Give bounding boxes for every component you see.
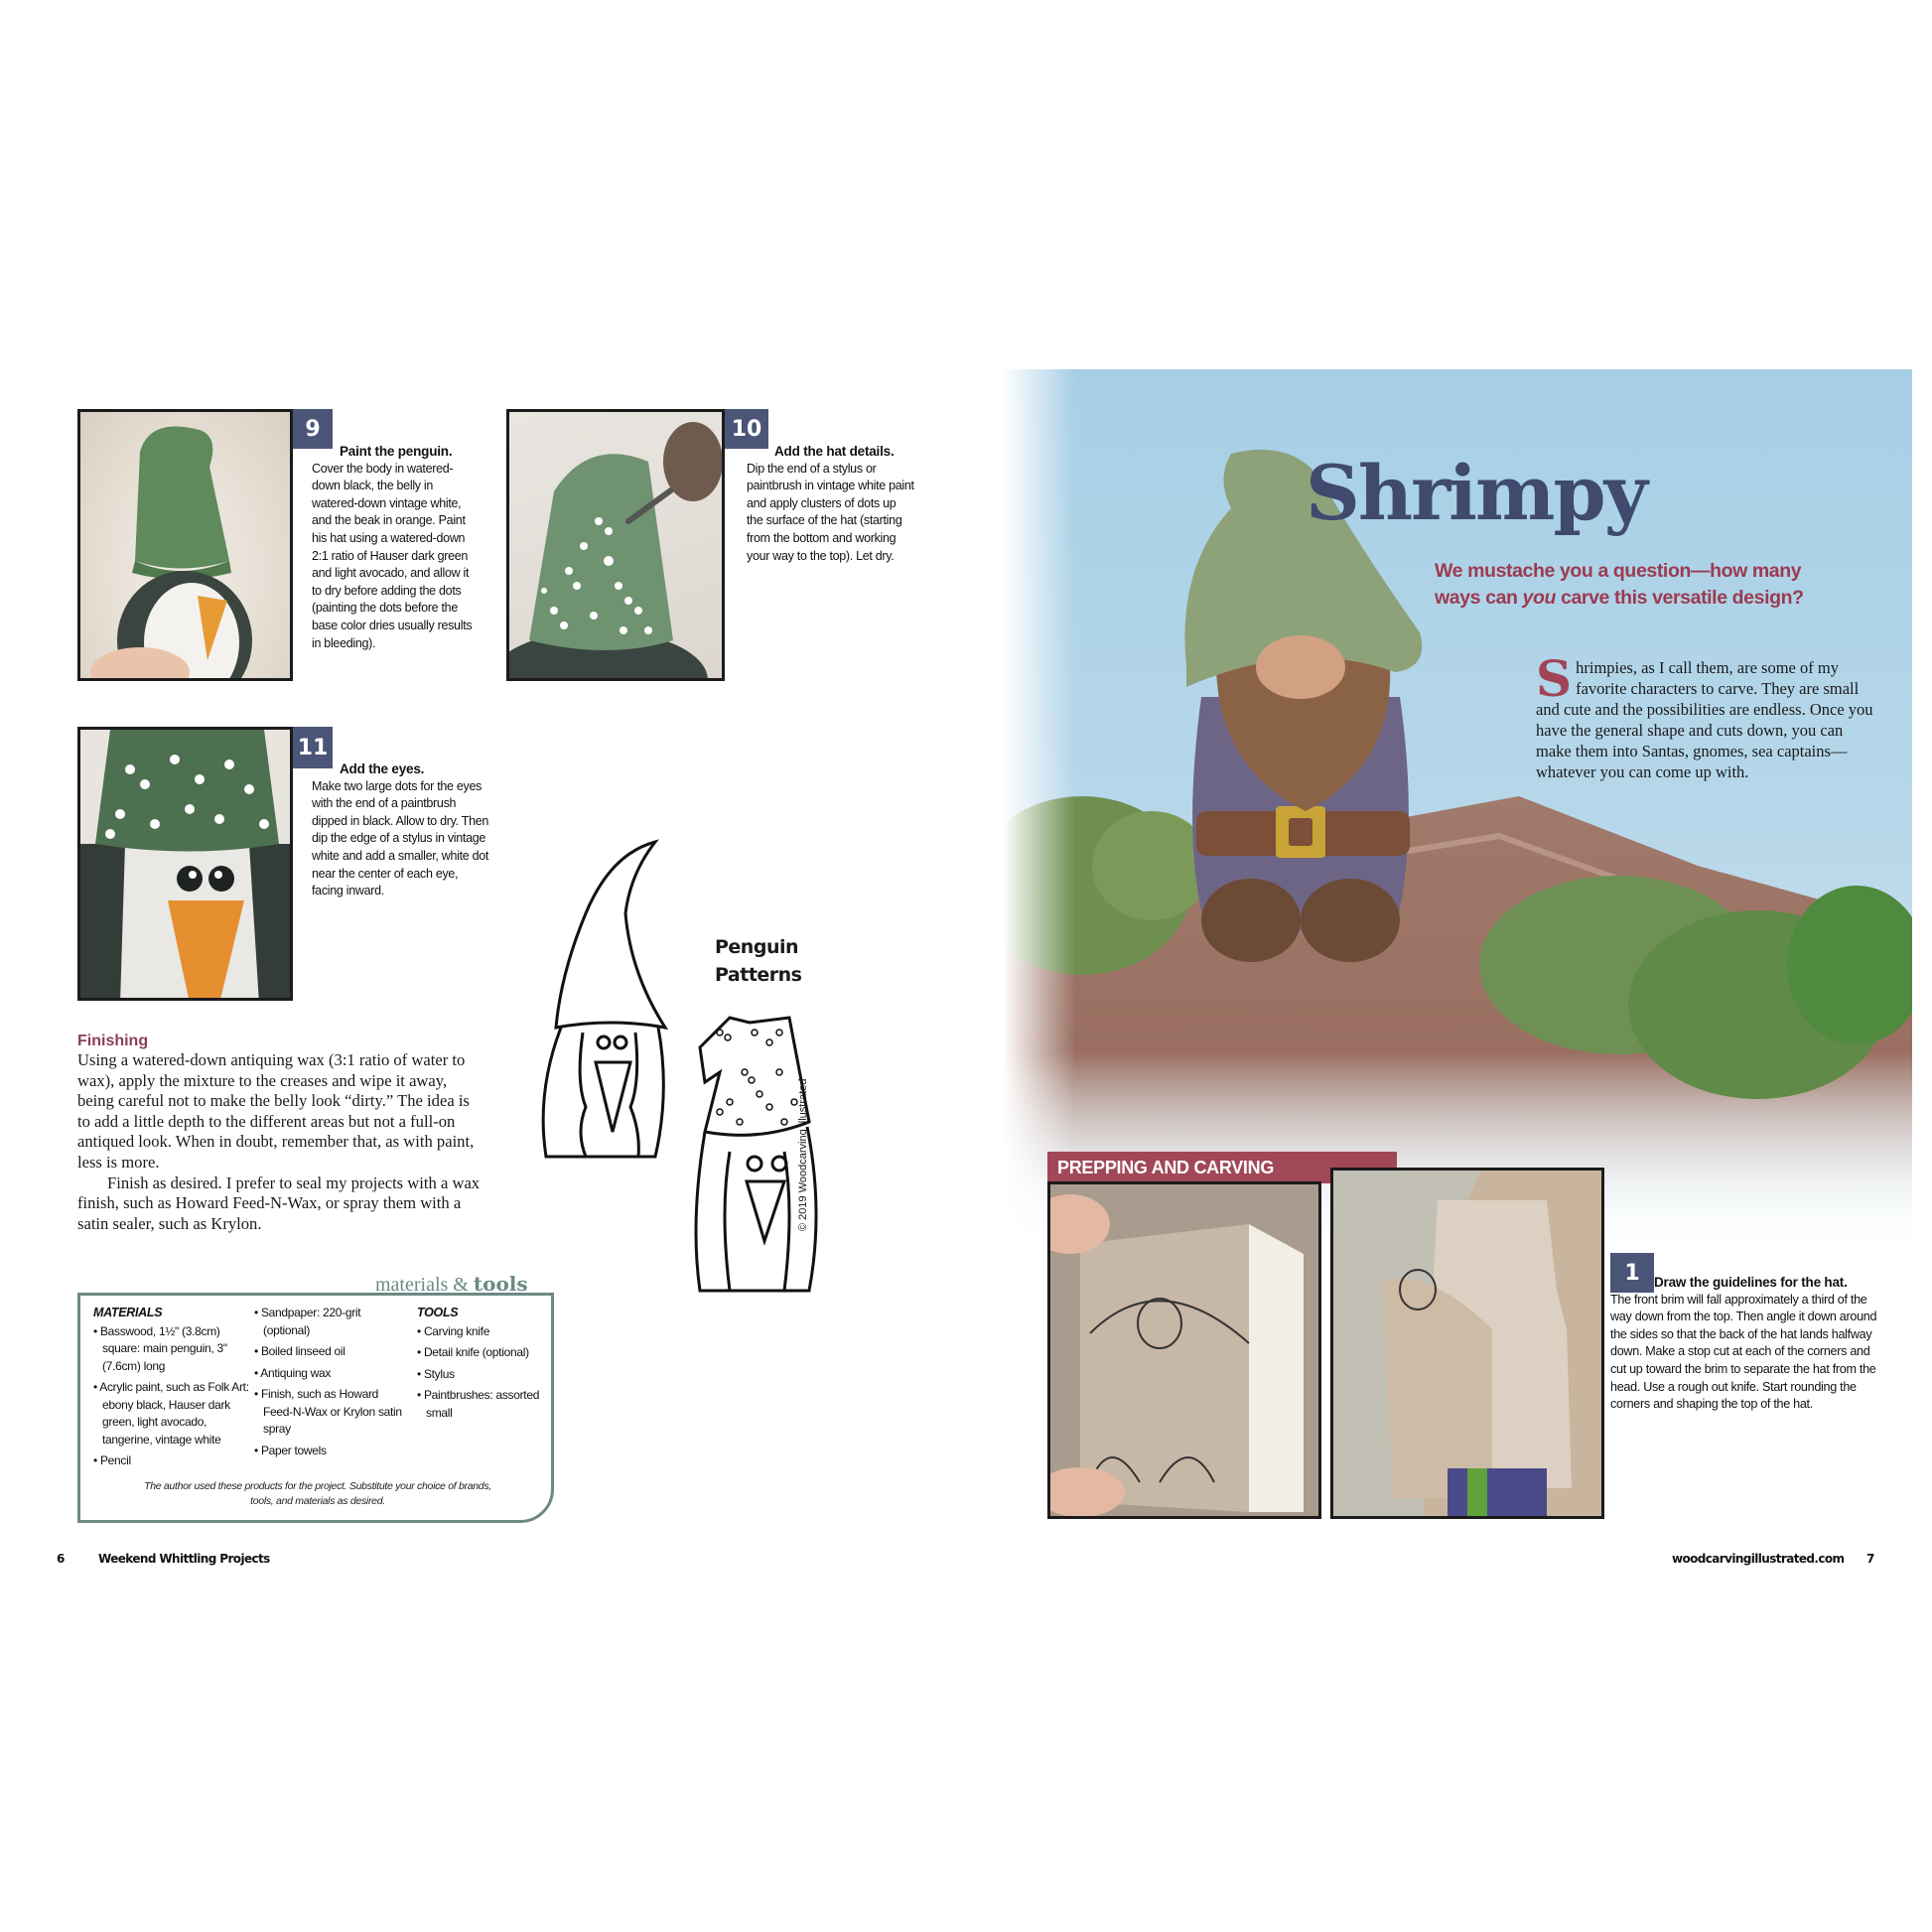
step-9-text — [312, 443, 479, 652]
materials-tools-title: materials & tools — [375, 1272, 528, 1296]
step-11-badge: 11 — [293, 727, 333, 768]
hat-dots-photo-illustration — [509, 412, 725, 681]
tools-column — [417, 1305, 551, 1426]
right-page-number: 7 — [1866, 1552, 1874, 1566]
step-1-photo-block — [1047, 1181, 1321, 1519]
materials-column-1 — [93, 1305, 252, 1474]
step-10-title: Add the hat details. — [774, 444, 895, 459]
step-11-photo — [77, 727, 293, 1001]
materials-item: • Antiquing wax — [254, 1365, 403, 1383]
finishing-paragraph-1: Using a watered-down antiquing wax (3:1 ratio of water to wax), apply the mixture to the creases and wipe it away, being careful not to make the belly look “dirty.” The idea is to add a little depth to the different areas but not a full-on antiqued look. When in doubt, remember that, as with paint, less is more. — [77, 1050, 475, 1172]
step-1-body: The front brim will fall approximately a third of the way down from the top. Then angle it down around the sides so that the back of the hat lands halfway down. Make a stop cut at each of the corners and cut up toward the brim to separate the hat from the head. Use a rough out knife. Start rounding the corners and shaping the top of the hat. — [1610, 1292, 1877, 1412]
step-10-photo — [506, 409, 725, 681]
step-9-body: Cover the body in watered-down black, the belly in watered-down vintage white, and the beak in orange. Paint his hat using a watered-down 2:1 ratio of Hauser dark green and light avocado, and allow it to dry before adding the dots (painting the dots before the base color dries usually results in bleeding). — [312, 461, 473, 650]
step-10-text — [747, 443, 915, 565]
materials-note: The author used these products for the project. Substitute your choice of brands, tools, and materials as desired. — [144, 1480, 491, 1507]
left-page-number: 6 — [57, 1552, 65, 1566]
tools-item: • Detail knife (optional) — [417, 1344, 551, 1362]
tools-heading: TOOLS — [417, 1306, 459, 1319]
step-11-body: Make two large dots for the eyes with the end of a paintbrush dipped in black. Allow to dry. Then dip the edge of a stylus in vintage white and add a smaller, white dot near the center of each eye, facing inward. — [312, 778, 489, 898]
materials-column-2 — [254, 1305, 403, 1463]
penguin-pattern-drawings — [541, 834, 879, 1320]
step-10-badge: 10 — [725, 409, 768, 449]
step-1-photo-rough — [1330, 1168, 1604, 1519]
materials-item: • Sandpaper: 220-grit (optional) — [254, 1305, 403, 1339]
website-url: woodcarvingillustrated.com — [1672, 1552, 1845, 1566]
dropcap-letter: S — [1536, 649, 1573, 708]
pencil-guidelines-block-illustration — [1050, 1184, 1321, 1519]
materials-item: • Boiled linseed oil — [254, 1343, 403, 1361]
step-1-title: Draw the guidelines for the hat. — [1654, 1275, 1848, 1290]
article-subtitle: We mustache you a question—how many ways can you carve this versatile design? — [1435, 560, 1804, 609]
tools-item: • Paintbrushes: assorted small — [417, 1387, 551, 1422]
publication-name: Weekend Whittling Projects — [98, 1552, 270, 1566]
step-9-badge: 9 — [293, 409, 333, 449]
step-9-photo — [77, 409, 293, 681]
materials-item: • Acrylic paint, such as Folk Art: ebony black, Hauser dark green, light avocado, tangerine, vintage white — [93, 1379, 252, 1449]
rough-carved-block-illustration — [1333, 1171, 1604, 1519]
finishing-section — [77, 1033, 484, 1234]
step-11-title: Add the eyes. — [340, 761, 425, 776]
materials-heading: MATERIALS — [93, 1306, 163, 1319]
hero-photo — [1003, 369, 1912, 1243]
tools-item: • Stylus — [417, 1366, 551, 1384]
step-11-text — [312, 760, 490, 900]
section-heading-prepping: PREPPING AND CARVING — [1047, 1152, 1397, 1183]
step-9-title: Paint the penguin. — [340, 444, 453, 459]
finishing-heading: Finishing — [77, 1033, 149, 1049]
tools-item: • Carving knife — [417, 1323, 551, 1341]
materials-item: • Paper towels — [254, 1443, 403, 1460]
step-1-badge: 1 — [1610, 1253, 1654, 1293]
materials-item: • Pencil — [93, 1452, 252, 1470]
penguin-painted-photo-illustration — [80, 412, 293, 681]
penguin-eyes-photo-illustration — [80, 730, 293, 1001]
finishing-paragraph-2: Finish as desired. I prefer to seal my projects with a wax finish, such as Howard Feed-N-Wax, or spray them with a satin sealer, such as Krylon. — [77, 1173, 481, 1233]
materials-item: • Finish, such as Howard Feed-N-Wax or Krylon satin spray — [254, 1386, 403, 1439]
pattern-copyright: © 2019 Woodcarving Illustrated — [797, 1078, 809, 1231]
article-intro: Shrimpies, as I call them, are some of my favorite characters to carve. They are small and cute and the possibilities are endless. Once you have the general shape and cuts down, you can make them into Santas, gnomes, sea captains—whatever you can come up with. — [1536, 649, 1873, 781]
materials-item: • Basswood, 1½" (3.8cm) square: main penguin, 3" (7.6cm) long — [93, 1323, 252, 1376]
step-1-text — [1610, 1274, 1878, 1414]
article-title: Shrimpy — [1306, 449, 1646, 537]
penguin-patterns-title: Penguin Patterns — [715, 936, 802, 986]
step-10-body: Dip the end of a stylus or paintbrush in vintage white paint and apply clusters of dots up the surface of the hat (starting from the bottom and working your way to the top). Let dry. — [747, 461, 914, 563]
